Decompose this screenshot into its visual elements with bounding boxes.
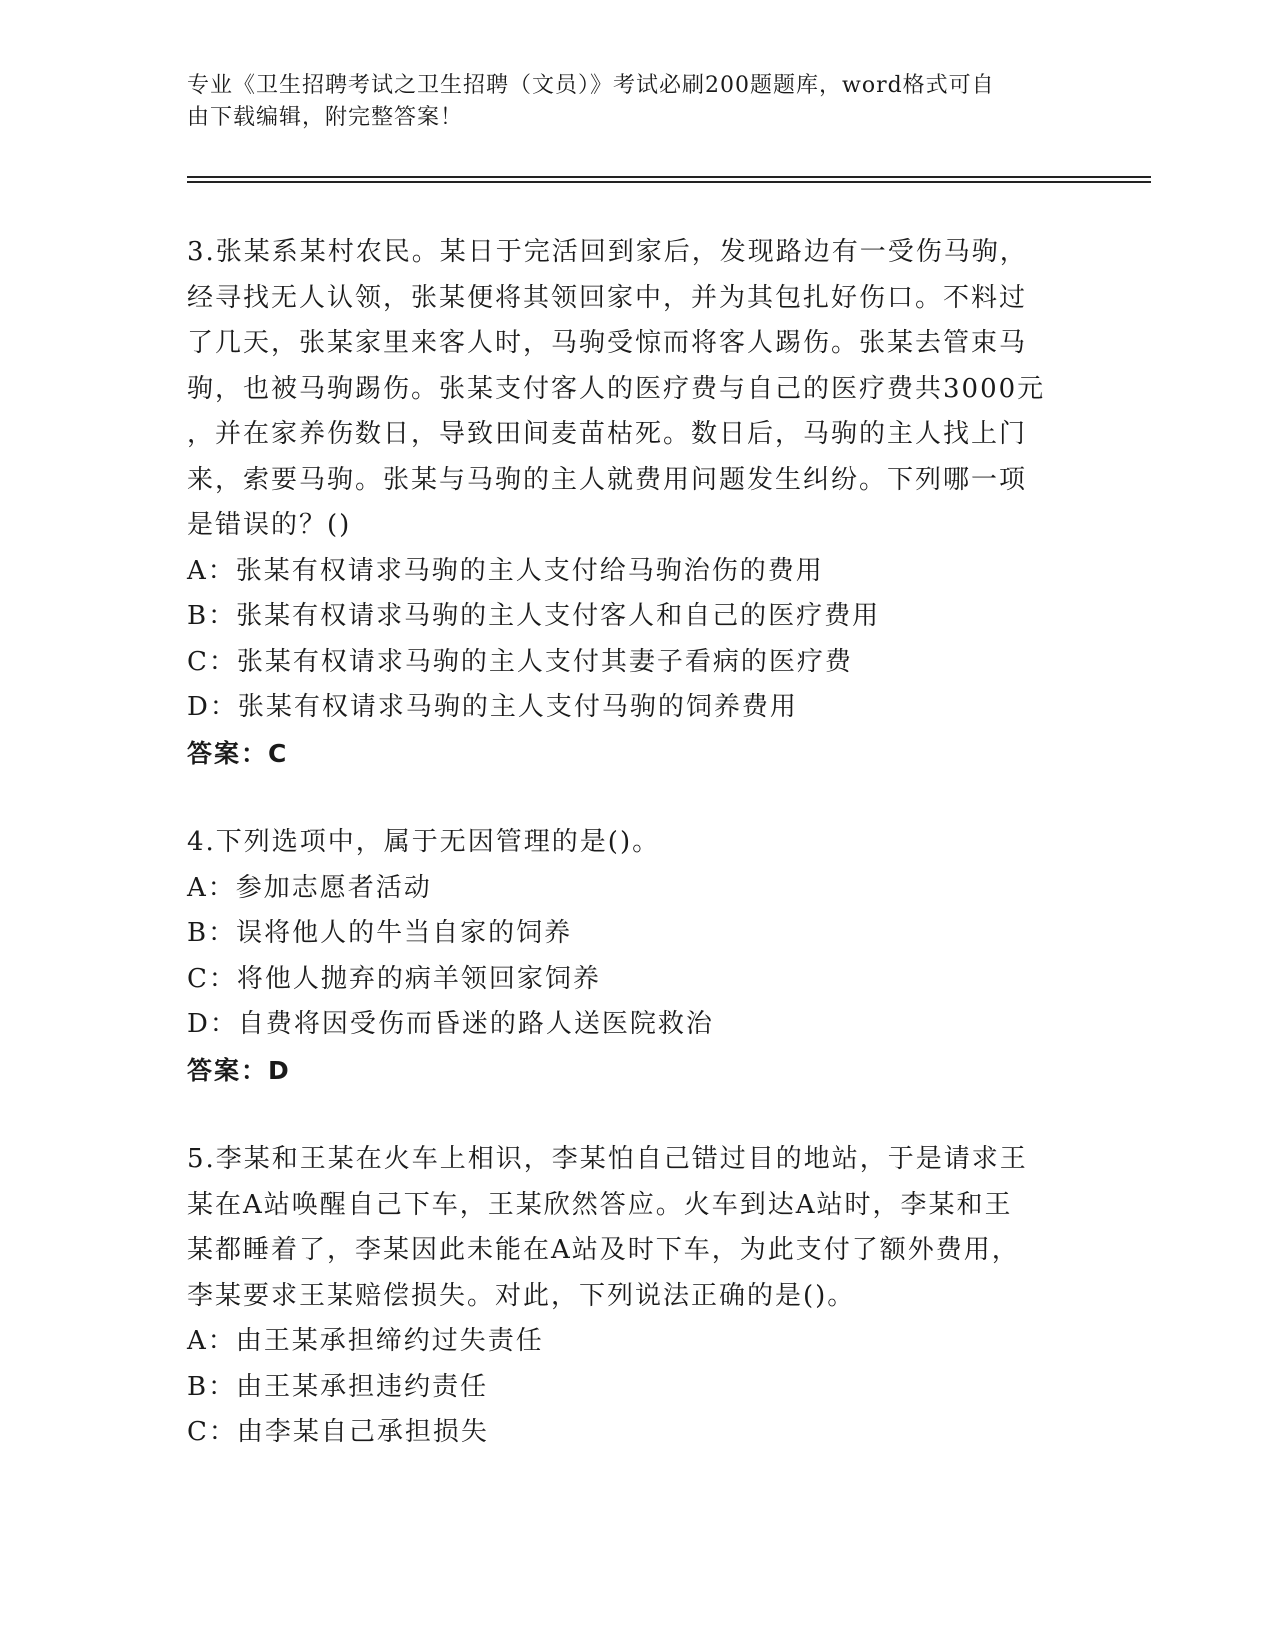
question-text-line: ，并在家养伤数日，导致田间麦苗枯死。数日后，马驹的主人找上门	[187, 419, 1028, 449]
option-c: C：将他人抛弃的病羊领回家饲养	[187, 963, 601, 994]
header-line-2: 由下载编辑，附完整答案！	[187, 105, 464, 130]
answer-label: 答案：C	[187, 738, 289, 768]
question-text-line: 3.张某系某村农民。某日于完活回到家后，发现路边有一受伤马驹，	[187, 237, 1028, 267]
option-d: D：张某有权请求马驹的主人支付马驹的饲养费用	[187, 692, 798, 722]
question-text-line: 李某要求王某赔偿损失。对此，下列说法正确的是()。	[187, 1280, 856, 1311]
header-rule-bottom	[187, 181, 1151, 183]
answer-label: 答案：D	[187, 1055, 291, 1085]
option-b: B：误将他人的牛当自家的饲养	[187, 918, 573, 948]
document-header	[187, 70, 1067, 134]
question-5	[187, 1137, 1087, 1456]
option-c: C：由李某自己承担损失	[187, 1417, 489, 1447]
option-d: D：自费将因受伤而昏迷的路人送医院救治	[187, 1009, 714, 1039]
header-line-1: 专业《卫生招聘考试之卫生招聘（文员）》考试必刷200题题库，word格式可自	[187, 73, 995, 98]
option-b: B：张某有权请求马驹的主人支付客人和自己的医疗费用	[187, 601, 881, 631]
question-text-line: 5.李某和王某在火车上相识，李某怕自己错过目的地站，于是请求王	[187, 1144, 1028, 1174]
question-text-line: 某在A站唤醒自己下车，王某欣然答应。火车到达A站时，李某和王	[187, 1189, 1013, 1220]
question-text-line: 4.下列选项中，属于无因管理的是()。	[187, 827, 661, 857]
option-a: A：由王某承担缔约过失责任	[187, 1326, 544, 1356]
header-rule-top	[187, 176, 1151, 178]
question-text-line: 了几天，张某家里来客人时，马驹受惊而将客人踢伤。张某去管束马	[187, 328, 1028, 358]
question-4	[187, 820, 1087, 1093]
question-text-line: 某都睡着了，李某因此未能在A站及时下车，为此支付了额外费用，	[187, 1235, 1020, 1265]
question-text-line: 是错误的？()	[187, 510, 352, 540]
option-a: A：参加志愿者活动	[187, 872, 432, 903]
question-3	[187, 230, 1087, 776]
option-b: B：由王某承担违约责任	[187, 1371, 489, 1402]
option-c: C：张某有权请求马驹的主人支付其妻子看病的医疗费	[187, 646, 853, 677]
question-text-line: 驹，也被马驹踢伤。张某支付客人的医疗费与自己的医疗费共3000元	[187, 373, 1046, 404]
question-text-line: 经寻找无人认领，张某便将其领回家中，并为其包扎好伤口。不料过	[187, 282, 1028, 313]
option-a: A：张某有权请求马驹的主人支付给马驹治伤的费用	[187, 555, 824, 586]
question-list	[187, 230, 1087, 1500]
question-text-line: 来，索要马驹。张某与马驹的主人就费用问题发生纠纷。下列哪一项	[187, 464, 1028, 495]
